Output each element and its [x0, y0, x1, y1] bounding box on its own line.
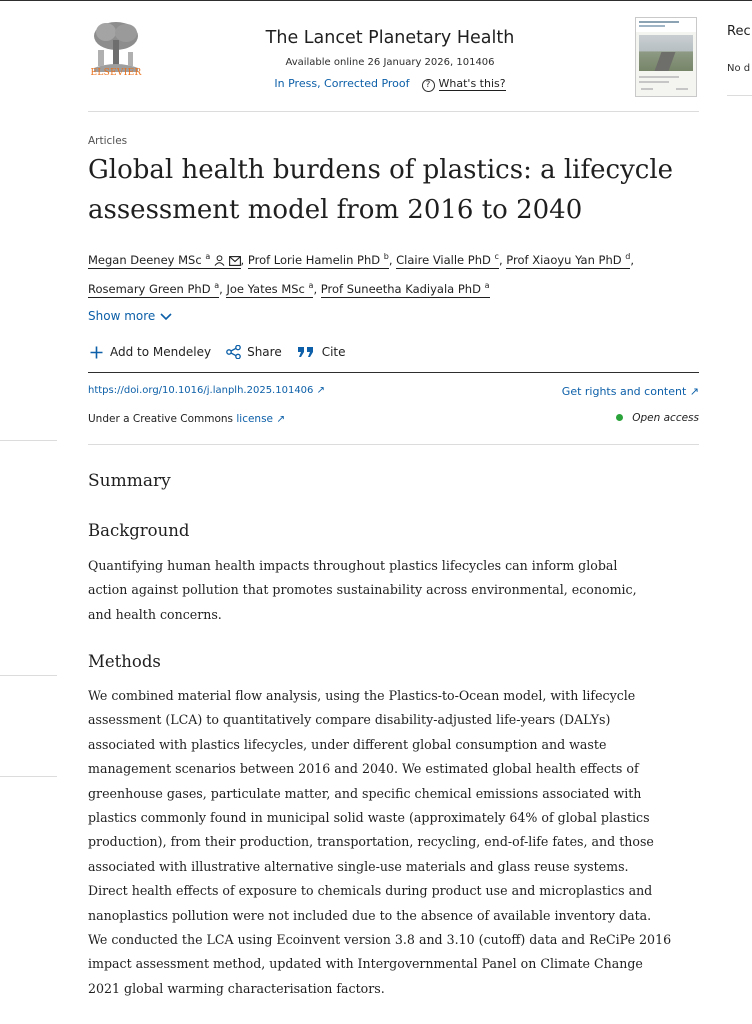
paragraph-line: Direct health effects of exposure to chemicals during product use and microplastics and [88, 883, 653, 899]
top-border [0, 0, 752, 1]
paragraph-line: associated with illustrative alternative single-use materials and glass reuse systems. [88, 858, 629, 874]
paragraph-line: and health concerns. [88, 606, 222, 622]
person-icon [214, 255, 225, 266]
add-to-mendeley-button[interactable] [90, 345, 211, 359]
affiliation-marker: a [484, 281, 490, 290]
whats-this-link[interactable]: What's this? [438, 77, 506, 90]
show-more-label: Show more [88, 309, 156, 323]
affiliation-marker: a [214, 281, 220, 290]
open-access-dot-icon [616, 414, 623, 421]
author-link[interactable] [88, 253, 241, 269]
author-name: Rosemary Green PhD [88, 282, 211, 296]
background-paragraph [88, 554, 704, 627]
cover-text-line [639, 76, 679, 78]
author-link[interactable] [88, 282, 219, 298]
sidebar-divider [0, 675, 57, 676]
author-list: Megan Deeney MSc $^a$ , Prof Lorie Hamelin PhD $^b$, Claire Vialle PhD $^c$, Prof Xiaoyu Yan PhD $^d$, Rosemary Green PhD $^a$, Joe Yates MSc $^a$, Prof Suneetha Kadiyala PhD $^a$ [88, 252, 635, 296]
paragraph-line: We conducted the LCA using Ecoinvent version 3.8 and 3.10 (cutoff) data and ReCiPe 2016 [88, 932, 672, 948]
author-link[interactable] [321, 282, 490, 298]
author-link[interactable] [226, 282, 313, 298]
author-name: Prof Lorie Hamelin PhD [247, 253, 381, 267]
paragraph-line: production), from their production, transportation, recycling, end-of-life fates, and those [88, 834, 654, 850]
cite-button[interactable] [297, 345, 346, 359]
show-more-button[interactable] [88, 309, 172, 323]
paragraph-line: associated with plastics lifecycles, under different global consumption and waste [88, 736, 607, 752]
paragraph-line: Quantifying human health impacts throughout plastics lifecycles can inform global [88, 558, 618, 573]
paragraph-line: action against pollution that promotes sustainability across environmental, economic, [88, 582, 637, 598]
paragraph-line: 2021 global warming characterisation factors. [88, 980, 385, 996]
cover-title-mark [639, 21, 679, 23]
open-access-badge [616, 412, 699, 424]
author-link[interactable] [248, 253, 389, 269]
article-type: Articles [88, 135, 128, 147]
chevron-down-icon [160, 313, 172, 321]
cover-title-mark [639, 25, 665, 27]
license-link[interactable]: license ↗ [236, 413, 286, 425]
author-name: Megan Deeney MSc [88, 253, 202, 267]
elsevier-wordmark: ELSEVIER [90, 68, 142, 78]
share-label: Share [247, 345, 282, 359]
header-divider [88, 111, 699, 112]
plus-icon [90, 346, 103, 359]
paragraph-line: greenhouse gases, particulate matter, and specific chemical emissions associated with [88, 785, 642, 801]
affiliation-marker: a [308, 281, 314, 290]
email-icon [229, 256, 241, 266]
cover-text-line [639, 81, 669, 83]
article-status [200, 77, 580, 92]
metadata-divider [88, 372, 699, 373]
journal-title-link[interactable]: The Lancet Planetary Health [265, 28, 515, 48]
affiliation-marker: a [205, 252, 211, 261]
sidebar-divider [0, 776, 57, 777]
author-name: Claire Vialle PhD [396, 253, 491, 267]
article-actions [90, 345, 361, 359]
recommended-heading: Rec [727, 24, 751, 39]
paragraph-line: assessment (LCA) to quantitatively compare disability-adjusted life-years (DALYs) [88, 712, 611, 728]
affiliation-marker: b [383, 252, 389, 261]
recommended-divider [727, 95, 752, 96]
article-title-line: Global health burdens of plastics: a lifecycle [88, 155, 674, 185]
paragraph-line: impact assessment method, updated with Intergovernmental Panel on Climate Change [88, 956, 643, 972]
author-link[interactable] [506, 253, 630, 269]
license-prefix: Under a Creative Commons [88, 413, 234, 425]
affiliation-marker: d [625, 252, 631, 261]
methods-heading: Methods [88, 652, 161, 671]
available-online-date: Available online 26 January 2026, 101406 [285, 57, 495, 68]
author-name: Prof Xiaoyu Yan PhD [506, 253, 622, 267]
sidebar-divider [0, 440, 57, 441]
paragraph-line: management scenarios between 2016 and 2040. We estimated global health effects of [88, 761, 639, 777]
doi-link[interactable]: https://doi.org/10.1016/j.lanplh.2025.101406 ↗ [88, 385, 325, 396]
quote-icon [297, 346, 315, 358]
license-notice [88, 413, 285, 425]
author-name: Prof Suneetha Kadiyala PhD [320, 282, 481, 296]
author-name: Joe Yates MSc [226, 282, 305, 296]
paragraph-line: nanoplastics pollution were not included due to the absence of available inventory data. [88, 907, 652, 923]
share-button[interactable] [226, 345, 282, 359]
section-divider [88, 444, 699, 445]
author-link[interactable] [396, 253, 499, 269]
status-label: In Press, Corrected Proof [274, 77, 410, 90]
summary-heading: Summary [88, 471, 171, 491]
help-icon[interactable]: ? [422, 79, 435, 92]
background-heading: Background [88, 521, 190, 540]
paragraph-line: We combined material flow analysis, using the Plastics-to-Ocean model, with lifecycle [88, 688, 636, 703]
article-title-line: assessment model from 2016 to 2040 [88, 195, 583, 225]
add-to-mendeley-label: Add to Mendeley [110, 345, 212, 359]
paragraph-line: plastics commonly found in municipal solid waste (approximately 64% of global plastics [88, 810, 650, 826]
cite-label: Cite [321, 345, 346, 359]
article-title [88, 150, 708, 230]
journal-cover-thumbnail[interactable] [635, 17, 697, 97]
cover-text-line [641, 88, 653, 90]
open-access-label: Open access [632, 412, 699, 424]
affiliation-marker: c [494, 252, 499, 261]
recommended-empty-text: No d [727, 63, 751, 74]
share-icon [226, 345, 241, 359]
methods-paragraph [88, 684, 704, 1001]
cover-text-line [676, 88, 688, 90]
rights-and-content-link[interactable]: Get rights and content ↗ [561, 385, 699, 398]
